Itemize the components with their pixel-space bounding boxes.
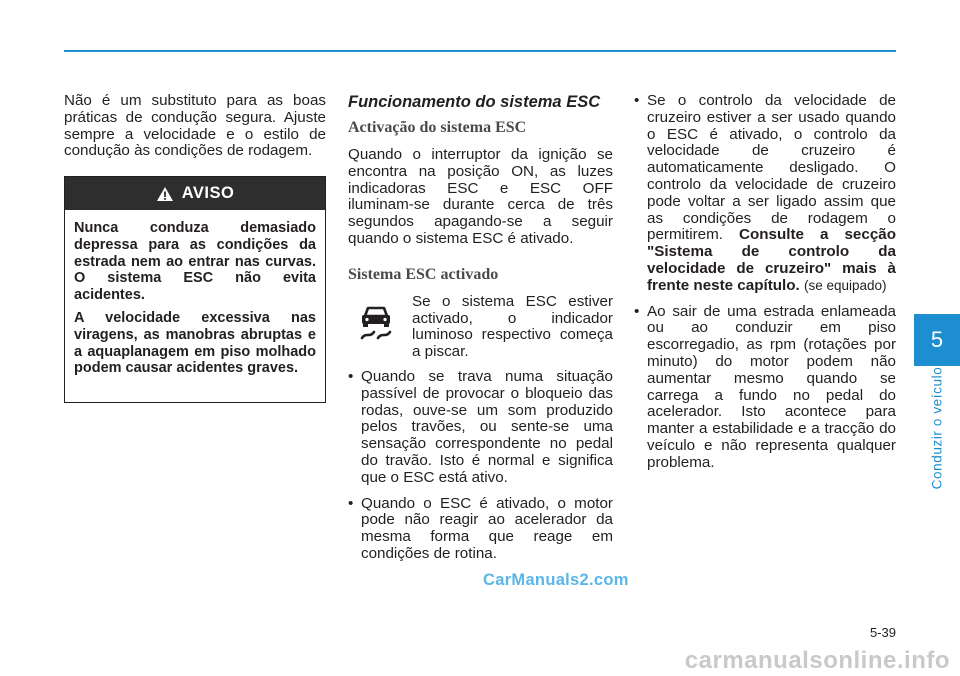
list-item: • Quando o ESC é ativado, o motor pode não reagir ao acelerador da mesma forma que reage em condições de rotina. bbox=[348, 496, 613, 563]
column-right bbox=[634, 93, 896, 481]
top-rule bbox=[64, 50, 896, 52]
bullet-text: Se o controlo da velocidade de cruzeiro estiver a ser usado quando o ESC é ativado, o controlo da velocidade de cruzeiro é automaticamente desligado. O controlo da velocidade de cruzeiro pode voltar a ser ligado assim que as condições de rodagem o permitirem. bbox=[647, 92, 896, 244]
bullet-list-right bbox=[634, 93, 896, 472]
warning-paragraph: A velocidade excessiva nas viragens, as manobras abruptas e a aquaplanagem em piso molhado podem causar acidentes graves. bbox=[74, 309, 316, 377]
equipped-note: (se equipado) bbox=[804, 277, 887, 293]
cross-reference: Consulte a secção "Sistema de controlo da velocidade de cruzeiro" mais à frente neste capítulo. bbox=[647, 226, 896, 294]
watermark: CarManuals2.com bbox=[483, 571, 629, 589]
intro-paragraph: Não é um substituto para as boas práticas de condução segura. Ajuste sempre a velocidade e o estilo de condução às condições de rodagem. bbox=[64, 92, 326, 160]
activation-paragraph: Quando o interruptor da ignição se encontra na posição ON, as luzes indicadoras ESC e ESC OFF iluminam-se durante cerca de três segundos apagando-se a seguir quando o sistema ESC é ativado. bbox=[348, 146, 613, 247]
esc-indicator-icon bbox=[350, 294, 402, 346]
chapter-tab: 5 bbox=[914, 314, 960, 366]
warning-title: AVISO bbox=[181, 184, 235, 202]
page-number: 5-39 bbox=[869, 625, 896, 640]
list-item: • Quando se trava numa situação passível de provocar o bloqueio das rodas, ouve-se um som produzido pelos travões, ou sente-se uma sensação correspondente no pedal do travão. Isto é normal e significa que o ESC está ativo. bbox=[348, 369, 613, 487]
bullet-list-middle bbox=[348, 369, 613, 563]
warning-header bbox=[65, 177, 325, 210]
esc-indicator-text: Se o sistema ESC estiver activado, o indicador luminoso respectivo começa a piscar. bbox=[412, 292, 613, 361]
subsection-title-activation: Activação do sistema ESC bbox=[348, 119, 527, 136]
warning-box bbox=[64, 176, 326, 403]
esc-indicator-block bbox=[348, 294, 613, 361]
column-middle bbox=[348, 93, 613, 572]
column-left bbox=[64, 93, 326, 170]
subsection-title-activated: Sistema ESC activado bbox=[348, 265, 499, 283]
warning-paragraph: Nunca conduza demasiado depressa para as condições da estrada nem ao entrar nas curvas. O sistema ESC não evita acidentes. bbox=[74, 220, 316, 304]
list-item bbox=[634, 93, 896, 295]
chapter-label: Conduzir o veículo bbox=[929, 366, 945, 490]
section-title: Funcionamento do sistema ESC bbox=[348, 93, 601, 111]
list-item: • Ao sair de uma estrada enlameada ou ao conduzir em piso escorregadio, as rpm (rotações por minuto) do motor podem não aumentar mesmo quando se carrega a fundo no pedal do acelerador. Isto acontece para manter a estabilidade e a tracção do veículo e não representa qualquer problema. bbox=[634, 304, 896, 472]
footer-watermark: carmanualsonline.info bbox=[684, 647, 950, 674]
warning-triangle-icon bbox=[156, 186, 174, 202]
warning-body bbox=[65, 210, 325, 377]
